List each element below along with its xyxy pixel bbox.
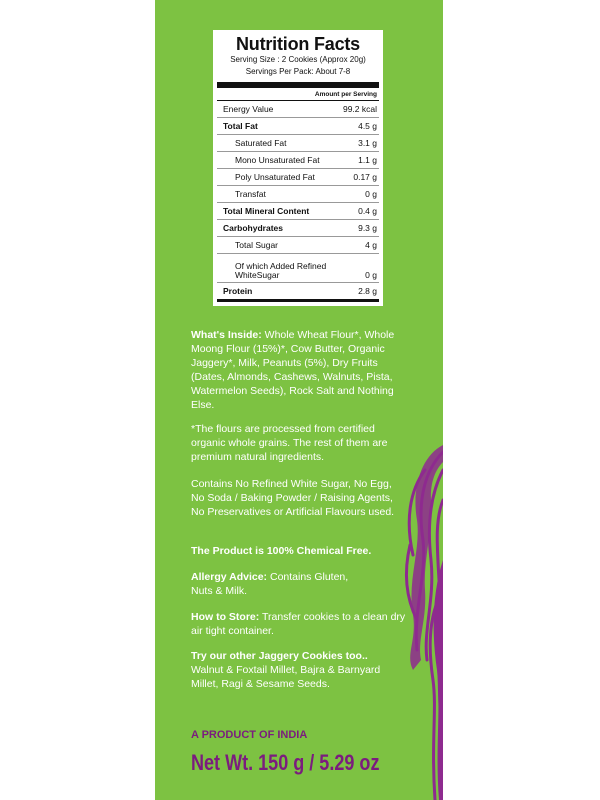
other-cookies (191, 649, 406, 691)
servings-per-pack: Servings Per Pack: About 7-8 (245, 67, 351, 76)
nutrition-row-energy: Energy Value 99.2 kcal (217, 101, 379, 118)
whats-inside-text: Whole Wheat Flour*, Whole Moong Flour (15%)*, Cow Butter, Organic Jaggery*, Milk, Peanuts (5%), Dry Fruits (Dates, Almonds, Cashews, Walnuts, Pista, Watermelon Seeds), Rock Salt and Nothing Else. (191, 329, 395, 411)
other-heading: Try our other Jaggery Cookies too.. (191, 650, 368, 662)
other-text: Walnut & Foxtail Millet, Bajra & Barnyard Millet, Ragi & Sesame Seeds. (191, 664, 381, 690)
allergy-heading: Allergy Advice: (191, 571, 268, 583)
nutrition-row-total-sugar: Total Sugar 4 g (217, 237, 379, 254)
nutrition-row-total-fat: Total Fat 4.5 g (217, 118, 379, 135)
nutrition-row-mineral: Total Mineral Content 0.4 g (217, 203, 379, 220)
nutrition-row-carbohydrates: Carbohydrates 9.3 g (217, 220, 379, 237)
nutrition-row-mono-fat: Mono Unsaturated Fat 1.1 g (217, 152, 379, 169)
nutrition-title: Nutrition Facts (235, 34, 360, 54)
allergy-advice (191, 570, 371, 598)
whats-inside (191, 328, 406, 412)
nutrition-row-poly-fat: Poly Unsaturated Fat 0.17 g (217, 169, 379, 186)
how-to-store (191, 610, 406, 638)
contains-note: Contains No Refined White Sugar, No Egg, No Soda / Baking Powder / Raising Agents, No Preservatives or Artificial Flavours used. (191, 478, 395, 518)
chemical-free: The Product is 100% Chemical Free. (191, 545, 372, 557)
nutrition-row-added-sugar: Of which Added Refined WhiteSugar 0 g (217, 254, 379, 283)
flours-note: *The flours are processed from certified organic whole grains. The rest of them are premium natural ingredients. (191, 423, 388, 463)
whats-inside-heading: What's Inside: (191, 329, 262, 341)
allergy-text: Contains Gluten, Nuts & Milk. (191, 571, 349, 597)
store-heading: How to Store: (191, 611, 260, 623)
package-back-panel (155, 0, 443, 800)
nutrition-facts-table (213, 30, 383, 306)
store-text: Transfer cookies to a clean dry air tight container. (191, 611, 406, 637)
product-of-india: A PRODUCT OF INDIA (191, 729, 308, 741)
nutrition-row-protein: Protein 2.8 g (217, 283, 379, 302)
nutrition-row-transfat: Transfat 0 g (217, 186, 379, 203)
serving-size: Serving Size : 2 Cookies (Approx 20g) (230, 55, 366, 64)
net-weight: Net Wt. 150 g / 5.29 oz (191, 750, 380, 775)
amount-per-serving: Amount per Serving (217, 88, 379, 101)
nutrition-row-saturated-fat: Saturated Fat 3.1 g (217, 135, 379, 152)
